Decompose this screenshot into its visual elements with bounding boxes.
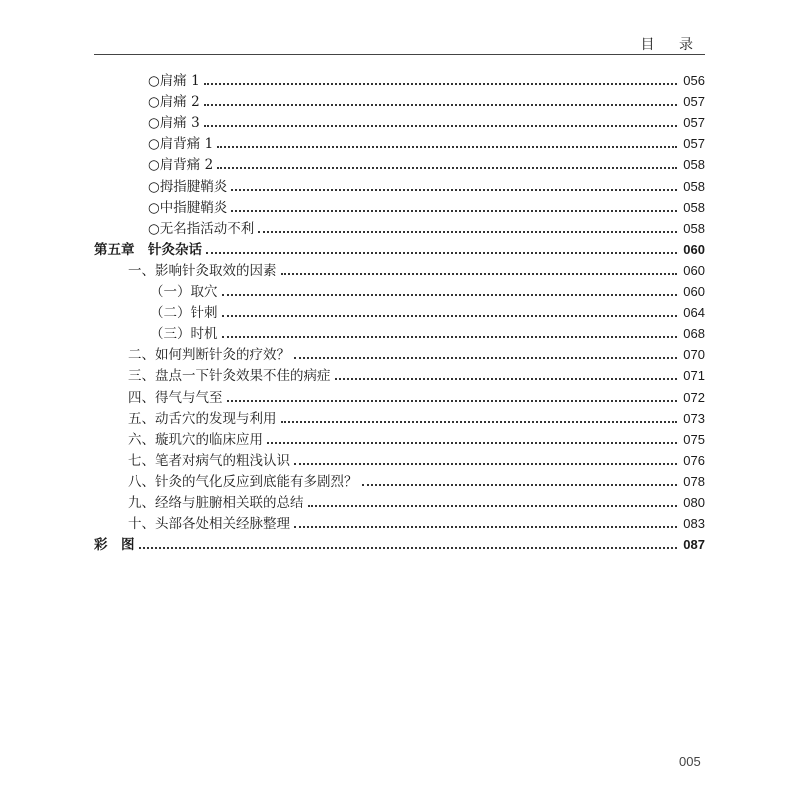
dot-leader [217, 146, 677, 148]
dot-leader [204, 104, 678, 106]
dot-leader [267, 442, 677, 444]
dot-leader [222, 294, 678, 296]
toc-entry-page: 060 [683, 284, 705, 299]
toc-entry[interactable] [94, 532, 705, 553]
toc-entry-title: ○拇指腱鞘炎 [148, 178, 228, 195]
toc-entry[interactable] [148, 68, 705, 89]
toc-entry-title: 三、盘点一下针灸效果不佳的病症 [128, 368, 331, 385]
toc-entry-page: 056 [683, 73, 705, 88]
dot-leader [281, 421, 678, 423]
toc-entry-title: 第五章 针灸杂话 [94, 241, 202, 258]
toc-entry[interactable] [148, 89, 705, 110]
header-title: 目 录 [640, 37, 703, 53]
toc-entry[interactable] [148, 110, 705, 131]
dot-leader [204, 83, 678, 85]
toc-entry-title: 彩 图 [94, 537, 135, 554]
toc-entry-page: 058 [683, 220, 705, 236]
toc-entry-title: 二、如何判断针灸的疗效？ [128, 347, 290, 364]
toc-entry-title: 八、针灸的气化反应到底能有多剧烈？ [128, 473, 358, 490]
dot-leader [281, 273, 678, 275]
toc-entry[interactable] [128, 385, 705, 406]
toc-entry[interactable] [148, 216, 705, 237]
dot-leader [335, 378, 678, 380]
toc-entry[interactable] [128, 258, 705, 279]
dot-leader [231, 210, 677, 212]
toc-entry-title: 四、得气与气至 [128, 389, 223, 406]
toc-entry-page: 073 [683, 410, 705, 426]
dot-leader [308, 505, 678, 507]
toc-entry[interactable] [128, 511, 705, 532]
toc-entry-page: 060 [683, 262, 705, 278]
toc-entry-title: ○无名指活动不利 [148, 220, 255, 237]
toc-entry[interactable] [128, 342, 705, 363]
toc-entry-title: ○肩痛 3 [148, 115, 200, 132]
running-header [94, 34, 705, 55]
toc-entry-page: 080 [683, 495, 705, 510]
dot-leader [204, 125, 678, 127]
dot-leader [294, 526, 677, 528]
toc-entry-title: ○肩背痛 2 [148, 157, 214, 174]
toc-entry[interactable] [128, 448, 705, 469]
page-number: 005 [679, 754, 701, 769]
toc-entry-title: ○肩背痛 1 [148, 136, 214, 153]
dot-leader [139, 547, 678, 549]
toc-entry[interactable] [128, 469, 705, 490]
dot-leader [294, 463, 677, 465]
dot-leader [222, 315, 678, 317]
dot-leader [294, 357, 677, 359]
toc-entry[interactable] [128, 427, 705, 448]
toc-entry[interactable] [148, 174, 705, 195]
toc-entry-page: 071 [683, 368, 705, 384]
toc-entry-page: 057 [683, 115, 705, 131]
toc-entry-page: 076 [683, 452, 705, 468]
dot-leader [362, 484, 678, 486]
toc-entry-page: 057 [683, 94, 705, 110]
toc-entry[interactable] [150, 279, 705, 300]
toc-entry-page: 068 [683, 326, 705, 342]
toc-entry-page: 064 [683, 305, 705, 321]
toc-entry-title: 一、影响针灸取效的因素 [128, 262, 277, 279]
toc-entry-page: 060 [683, 241, 705, 257]
dot-leader [258, 231, 677, 233]
toc-entry-title: （二）针刺 [150, 305, 218, 322]
dot-leader [227, 400, 678, 402]
toc-entry-page: 087 [683, 537, 705, 553]
dot-leader [231, 189, 677, 191]
toc-entry-page: 072 [683, 389, 705, 405]
toc-entry[interactable] [148, 131, 705, 152]
toc-entry[interactable] [94, 237, 705, 258]
toc-entry-title: ○中指腱鞘炎 [148, 199, 228, 216]
toc-entry[interactable] [148, 195, 705, 216]
toc-entry-title: 七、笔者对病气的粗浅认识 [128, 452, 290, 469]
toc-entry-page: 070 [683, 347, 705, 363]
toc-entry-title: （一）取穴 [150, 284, 218, 300]
toc-entry[interactable] [148, 152, 705, 173]
toc-entry-title: ○肩痛 2 [148, 94, 200, 111]
dot-leader [206, 252, 677, 254]
toc-entry-page: 058 [683, 178, 705, 194]
toc-entry-title: 九、经络与脏腑相关联的总结 [128, 495, 304, 511]
toc-entry-page: 083 [683, 516, 705, 532]
toc-entry[interactable] [128, 363, 705, 384]
toc-entry-title: （三）时机 [150, 326, 218, 343]
toc-entry-title: ○肩痛 1 [148, 73, 200, 89]
toc-entry-page: 075 [683, 431, 705, 447]
toc-entry-page: 058 [683, 199, 705, 215]
toc-entry-page: 058 [683, 157, 705, 173]
toc-entry-title: 五、动舌穴的发现与利用 [128, 410, 277, 427]
dot-leader [222, 336, 678, 338]
toc-entry[interactable] [150, 300, 705, 321]
toc-entry-page: 078 [683, 473, 705, 489]
toc-entry[interactable] [150, 321, 705, 342]
toc-entry-title: 六、璇玑穴的临床应用 [128, 431, 263, 448]
toc-entry-page: 057 [683, 136, 705, 152]
toc-entry[interactable] [128, 490, 705, 511]
dot-leader [217, 167, 677, 169]
toc-entry[interactable] [128, 406, 705, 427]
toc-entry-title: 十、头部各处相关经脉整理 [128, 516, 290, 533]
